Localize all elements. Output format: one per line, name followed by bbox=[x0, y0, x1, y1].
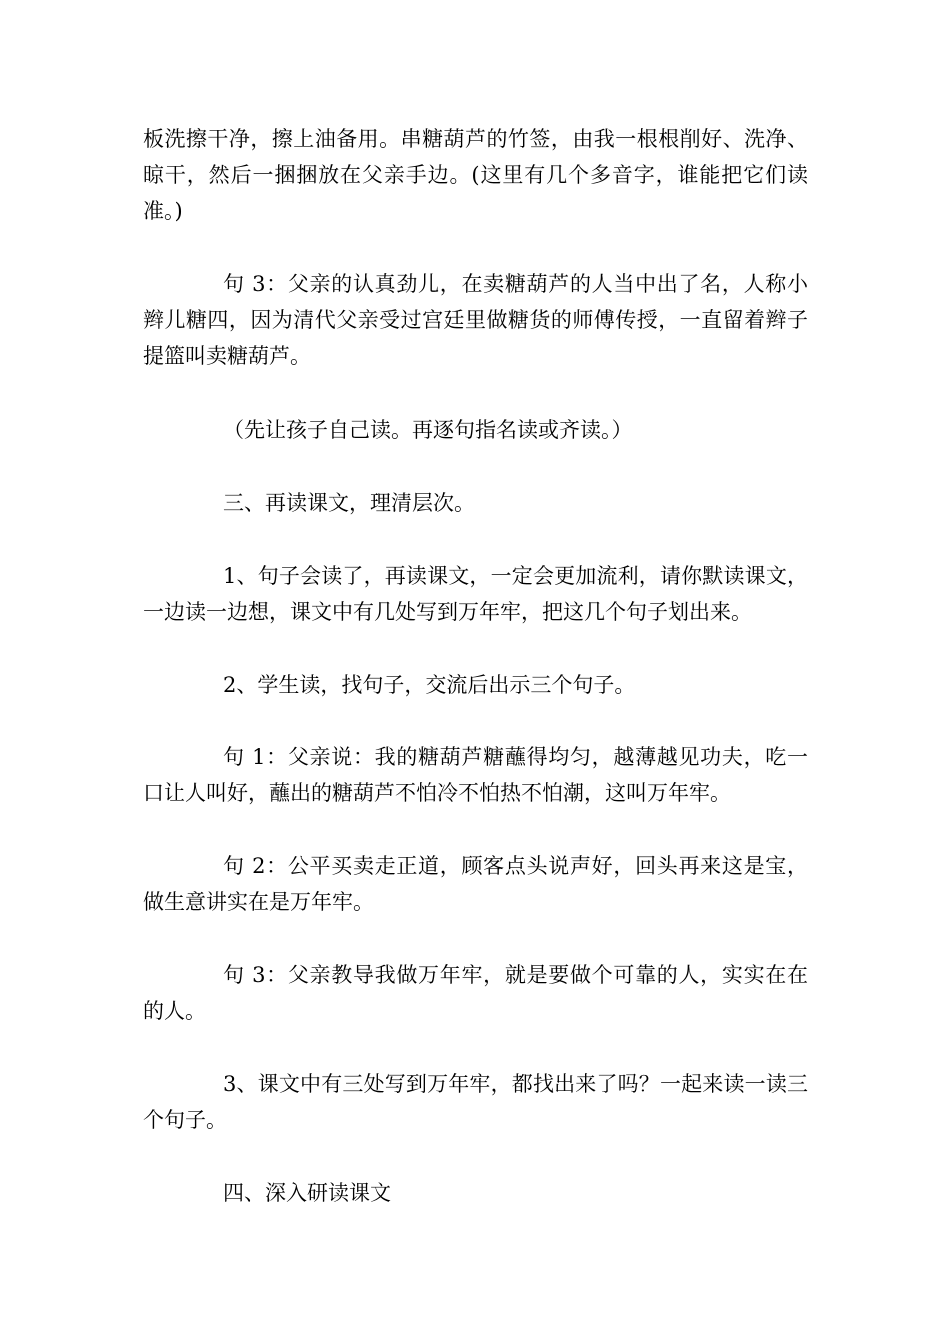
paragraph-sentence-2: 句 2：公平买卖走正道，顾客点头说声好，回头再来这是宝，做生意讲实在是万年牢。 bbox=[143, 854, 808, 914]
section-heading-4: 四、深入研读课文 bbox=[223, 1181, 391, 1205]
paragraph-sentence-1: 句 1：父亲说：我的糖葫芦糖蘸得均匀，越薄越见功夫，吃一口让人叫好，蘸出的糖葫芦不怕冷不怕热不怕潮，这叫万年牢。 bbox=[143, 745, 808, 805]
paragraph-step-3: 3、课文中有三处写到万年牢，都找出来了吗？一起来读一读三个句子。 bbox=[143, 1072, 808, 1132]
paragraph-continued: 板洗擦干净，擦上油备用。串糖葫芦的竹签，由我一根根削好、洗净、晾干，然后一捆捆放在父亲手边。(这里有几个多音字，谁能把它们读准。) bbox=[143, 127, 808, 223]
paragraph-sentence-3-intro: 句 3：父亲的认真劲儿，在卖糖葫芦的人当中出了名，人称小辫儿糖四，因为清代父亲受过宫廷里做糖货的师傅传授，一直留着辫子提篮叫卖糖葫芦。 bbox=[143, 272, 808, 368]
section-heading-3: 三、再读课文，理清层次。 bbox=[223, 491, 475, 515]
paragraph-reading-note: （先让孩子自己读。再逐句指名读或齐读。） bbox=[223, 418, 633, 442]
paragraph-sentence-3: 句 3：父亲教导我做万年牢，就是要做个可靠的人，实实在在的人。 bbox=[143, 963, 808, 1023]
paragraph-step-2: 2、学生读，找句子，交流后出示三个句子。 bbox=[223, 673, 636, 697]
paragraph-step-1: 1、句子会读了，再读课文，一定会更加流利，请你默读课文，一边读一边想，课文中有几处写到万年牢，把这几个句子划出来。 bbox=[143, 564, 808, 624]
